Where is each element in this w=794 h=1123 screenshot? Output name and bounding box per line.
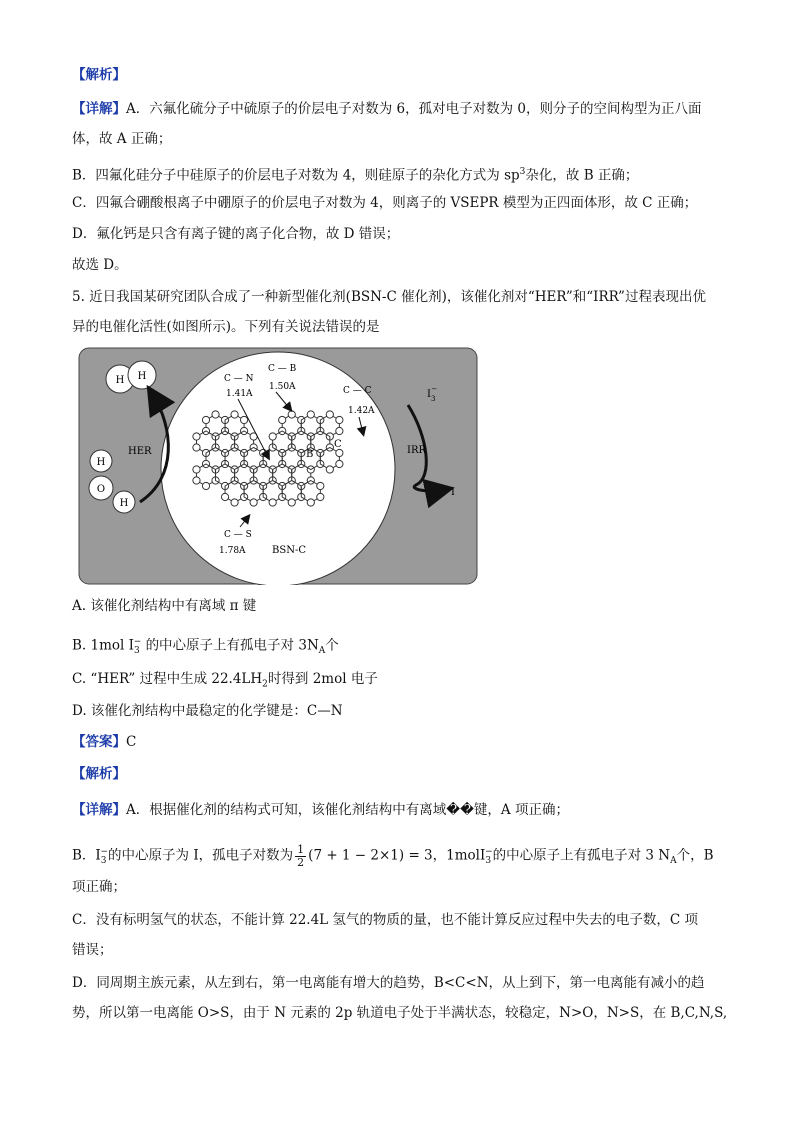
lattice-atom: [231, 499, 238, 506]
cs-bond-label: C — S: [224, 530, 252, 540]
atom-b-label: B: [306, 449, 314, 460]
water-atom-o: O: [96, 484, 106, 495]
answer: [72, 733, 136, 751]
lattice-atom: [212, 411, 219, 418]
lattice-atom: [336, 416, 343, 423]
fraction: $\frac{1}{2}$: [297, 842, 305, 869]
detail-label: 【详解】: [72, 101, 126, 117]
lattice-atom: [193, 477, 200, 484]
water-atom-h1: H: [96, 457, 106, 468]
cc-bond-label: C — C: [343, 386, 372, 396]
explanation2-d-line2: 势，所以第一电离能 O>S，由于 N 元素的 2p 轨道电子处于半满状态，较稳定，N>O，N>S，在 B,C,N,S,: [72, 1005, 728, 1021]
lattice-atom: [221, 493, 228, 500]
lattice-atom: [307, 499, 314, 506]
cc-bond-distance: 1.42A: [348, 406, 375, 416]
option-c: C. “HER” 过程中生成 $22.4LH_2$时得到 2mol 电子: [72, 671, 378, 690]
lattice-atom: [250, 499, 257, 506]
lattice-atom: [288, 411, 295, 418]
water-atom-h2: H: [119, 498, 129, 509]
cn-bond-distance: 1.41A: [226, 389, 253, 399]
cn-bond-label: C — N: [224, 374, 254, 384]
lattice-atom: [202, 482, 209, 489]
option-a: A. 该催化剂结构中有离域 π 键: [72, 598, 257, 614]
material-name: BSN-C: [272, 545, 306, 556]
p1-text: A．六氟化硫分子中硫原子的价层电子对数为 6，孤对电子对数为 0，则分子的空间构型为正八面: [126, 101, 702, 117]
lattice-atom: [269, 499, 276, 506]
explanation-c: C．四氟合硼酸根离子中硼原子的价层电子对数为 4，则离子的 VSEPR 模型为正四面体形，故 C 正确；: [72, 195, 698, 211]
explanation2-b-line1: B．$I_3^-$的中心原子为 I，孤电子对数为 $\frac{1}{2}$ (7 + 1 − 2×1) = 3，1molI$_3$−的中心原子上有孤电子对 3 $N_A$个，B: [72, 842, 714, 869]
cb-bond-distance: 1.50A: [269, 382, 296, 392]
lattice-atom: [193, 444, 200, 451]
explanation2-c-line1: C．没有标明氢气的状态，不能计算 22.4L 氢气的物质的量，也不能计算反应过程中失去的电子数，C 项: [72, 912, 699, 928]
lattice-atom: [288, 499, 295, 506]
conclusion: 故选 D。: [72, 257, 128, 273]
analysis-heading: 【解析】: [72, 67, 126, 83]
lattice-atom: [336, 427, 343, 434]
cs-bond-distance: 1.78A: [219, 546, 246, 556]
lattice-atom: [279, 416, 286, 423]
lattice-atom: [326, 466, 333, 473]
h2-atom-2: H: [137, 371, 147, 382]
lattice-atom: [193, 466, 200, 473]
catalyst-diagram: [78, 347, 478, 585]
analysis-heading-2: 【解析】: [72, 766, 126, 782]
explanation-b: B．四氟化硅分子中硅原子的价层电子对数为 4，则硅原子的杂化方式为 $sp^3$杂化，故 B 正确；: [72, 167, 639, 184]
question-5-line2: 异的电催化活性(如图所示)。下列有关说法错误的是: [72, 319, 380, 335]
explanation2-a: 【详解】A．根据催化剂的结构式可知，该催化剂结构中有离域��键，A 项正确；: [72, 802, 569, 818]
lattice-atom: [193, 433, 200, 440]
answer-label: 【答案】: [72, 734, 126, 750]
explanation-a-line2: 体，故 A 正确；: [72, 131, 172, 147]
cb-bond-label: C — B: [268, 364, 297, 374]
lattice-atom: [336, 460, 343, 467]
lattice-atom: [326, 411, 333, 418]
option-d: D. 该催化剂结构中最稳定的化学键是：C—N: [72, 703, 343, 719]
explanation-d: D．氟化钙是只含有离子键的离子化合物，故 D 错误；: [72, 226, 400, 242]
answer-value: C: [126, 734, 137, 750]
h2-atom-1: H: [115, 375, 125, 386]
explanation2-d-line1: D．同周期主族元素，从左到右，第一电离能有增大的趋势，B<C<N，从上到下，第一电离能有减小的趋: [72, 975, 705, 991]
lattice-atom: [202, 416, 209, 423]
irr-label: IRR: [407, 445, 427, 456]
question-5-line1: 5. 近日我国某研究团队合成了一种新型催化剂(BSN-C 催化剂)，该催化剂对“HER”和“IRR”过程表现出优: [72, 289, 706, 305]
lattice-atom: [336, 449, 343, 456]
iodide-product: I: [451, 487, 455, 498]
explanation2-c-line2: 错误；: [72, 942, 113, 958]
lattice-atom: [231, 411, 238, 418]
i3-label: $I_3-$: [427, 385, 438, 403]
her-label: HER: [128, 446, 152, 457]
lattice-atom: [317, 482, 324, 489]
lattice-atom: [317, 493, 324, 500]
lattice-atom: [241, 416, 248, 423]
explanation-a-line1: [72, 100, 702, 118]
atom-c-label: C: [334, 439, 342, 450]
option-b: B. 1mol $I_3^-$ 的中心原子上有孤电子对 $3N_A$个: [72, 637, 339, 657]
lattice-atom: [307, 411, 314, 418]
explanation2-b-line2: 项正确；: [72, 879, 126, 895]
lattice-atom: [269, 433, 276, 440]
